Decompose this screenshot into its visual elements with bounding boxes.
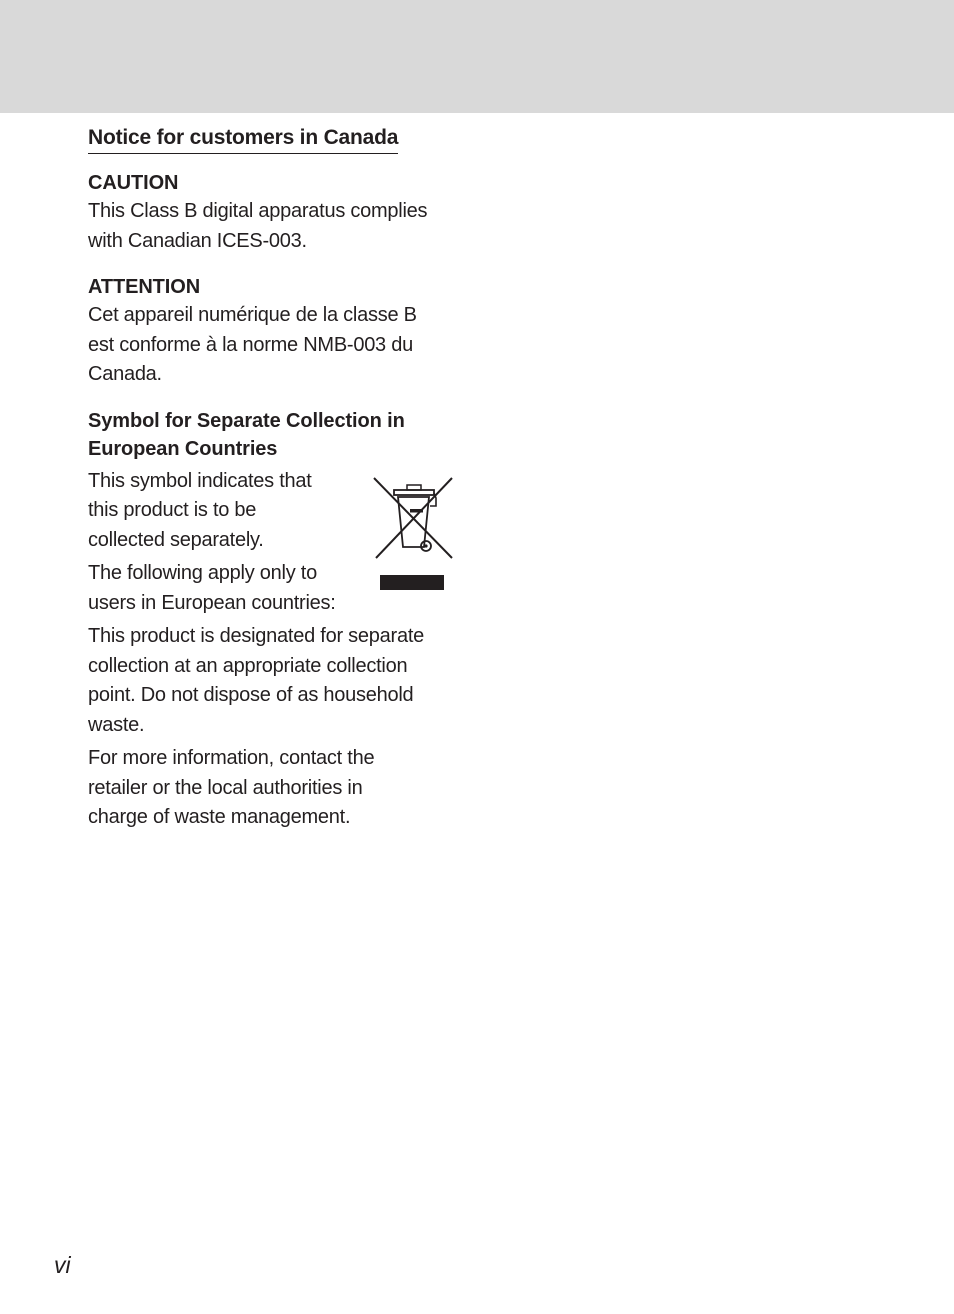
symbol-section-heading: [88, 407, 458, 463]
text-line: est conforme à la norme NMB-003 du: [88, 333, 413, 356]
text-line: Cet appareil numérique de la classe B: [88, 304, 417, 326]
text-line: This symbol indicates that: [88, 469, 312, 492]
heading-line: Symbol for Separate Collection in: [88, 409, 405, 432]
text-line: with Canadian ICES-003.: [88, 229, 307, 252]
text-line: this product is to be: [88, 499, 257, 521]
text-line: For more information, contact the: [88, 747, 375, 769]
symbol-paragraph-4: [88, 744, 458, 833]
symbol-paragraph-3: [88, 622, 458, 740]
text-line: This product is designated for separate: [88, 625, 425, 647]
text-line: collection at an appropriate collection: [88, 654, 408, 677]
page-number: vi: [54, 1252, 71, 1278]
text-line: retailer or the local authorities in: [88, 776, 363, 799]
text-line: point. Do not dispose of as household: [88, 684, 414, 706]
text-line: This Class B digital apparatus complies: [88, 200, 428, 222]
text-line: The following apply only to: [88, 562, 317, 584]
attention-text: [88, 301, 458, 390]
symbol-paragraph-2: [88, 559, 360, 618]
text-line: Canada.: [88, 363, 162, 385]
header-band: [0, 0, 954, 113]
symbol-row: [88, 467, 458, 619]
attention-heading: ATTENTION: [88, 276, 201, 298]
caution-text: [88, 197, 458, 256]
text-line: users in European countries:: [88, 591, 336, 614]
text-line: waste.: [88, 713, 145, 736]
caution-heading: CAUTION: [88, 172, 179, 194]
section-title-canada: Notice for customers in Canada: [88, 124, 398, 154]
text-line: charge of waste management.: [88, 806, 351, 828]
text-line: collected separately.: [88, 528, 264, 551]
heading-line: European Countries: [88, 437, 278, 460]
page-content: [88, 124, 458, 833]
crossed-out-wheeled-bin-icon: [372, 475, 456, 591]
symbol-paragraph-1: [88, 467, 360, 556]
